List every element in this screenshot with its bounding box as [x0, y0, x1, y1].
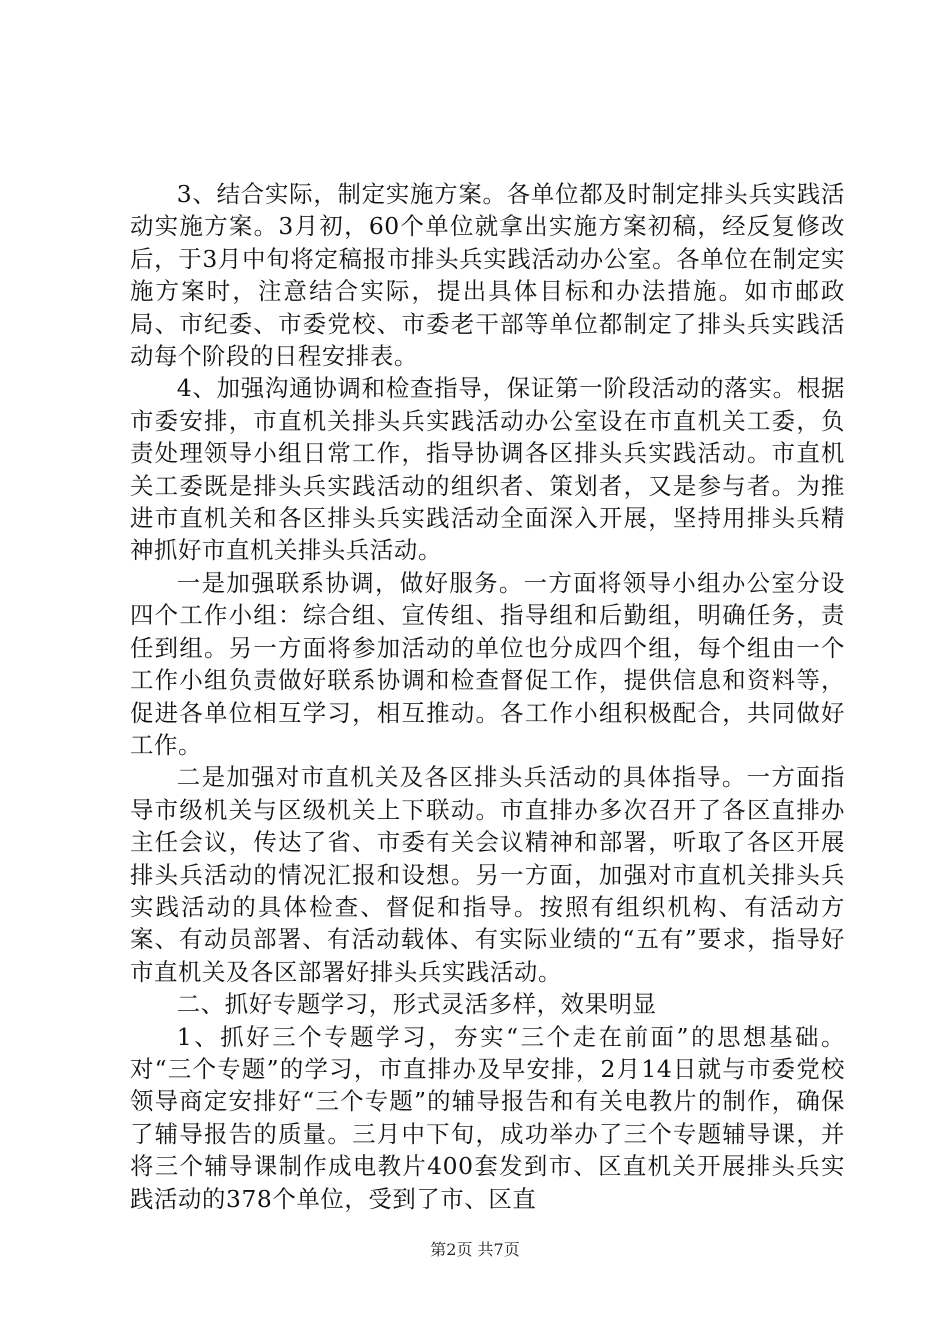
paragraph-coordination-guidance: 4、加强沟通协调和检查指导，保证第一阶段活动的落实。根据市委安排，市直机关排头兵实践活动办公室设在市直机关工委，负责处理领导小组日常工作，指导协调各区排头兵实践活动。市直机关工委既是排头兵实践活动的组织者、策划者，又是参与者。为推进市直机关和各区排头兵实践活动全面深入开展，坚持用排头兵精神抓好市直机关排头兵活动。 — [130, 374, 845, 565]
paragraph-specific-guidance: 二是加强对市直机关及各区排头兵活动的具体指导。一方面指导市级机关与区级机关上下联动。市直排办多次召开了各区直排办主任会议，传达了省、市委有关会议精神和部署，听取了各区开展排头兵活动的情况汇报和设想。另一方面，加强对市直机关排头兵实践活动的具体检查、督促和指导。按照有组织机构、有活动方案、有动员部署、有活动载体、有实际业绩的“五有”要求，指导好市直机关及各区部署好排头兵实践活动。 — [130, 763, 845, 986]
paragraph-implementation-plan: 3、结合实际，制定实施方案。各单位都及时制定排头兵实践活动实施方案。3月初，60个单位就拿出实施方案初稿，经反复修改后，于3月中旬将定稿报市排头兵实践活动办公室。各单位在制定实施方案时，注意结合实际，提出具体目标和办法措施。如市邮政局、市纪委、市委党校、市委老干部等单位都制定了排头兵实践活动每个阶段的日程安排表。 — [130, 180, 845, 371]
document-body — [130, 178, 845, 1215]
page-footer: 第2页 共7页 — [430, 1240, 520, 1259]
section-heading-study: 二、抓好专题学习，形式灵活多样，效果明显 — [176, 990, 657, 1019]
paragraph-liaison-service: 一是加强联系协调，做好服务。一方面将领导小组办公室分设四个工作小组：综合组、宣传组、指导组和后勤组，明确任务，责任到组。另一方面将参加活动的单位也分成四个组，每个组由一个工作小组负责做好联系协调和检查督促工作，提供信息和资料等，促进各单位相互学习，相互推动。各工作小组积极配合，共同做好工作。 — [130, 568, 845, 759]
paragraph-three-topics: 1、抓好三个专题学习，夯实“三个走在前面”的思想基础。对“三个专题”的学习，市直排办及早安排，2月14日就与市委党校领导商定安排好“三个专题”的辅导报告和有关电教片的制作，确保了辅导报告的质量。三月中下旬，成功举办了三个专题辅导课，并将三个辅导课制作成电教片400套发到市、区直机关开展排头兵实践活动的378个单位，受到了市、区直 — [130, 1022, 845, 1213]
